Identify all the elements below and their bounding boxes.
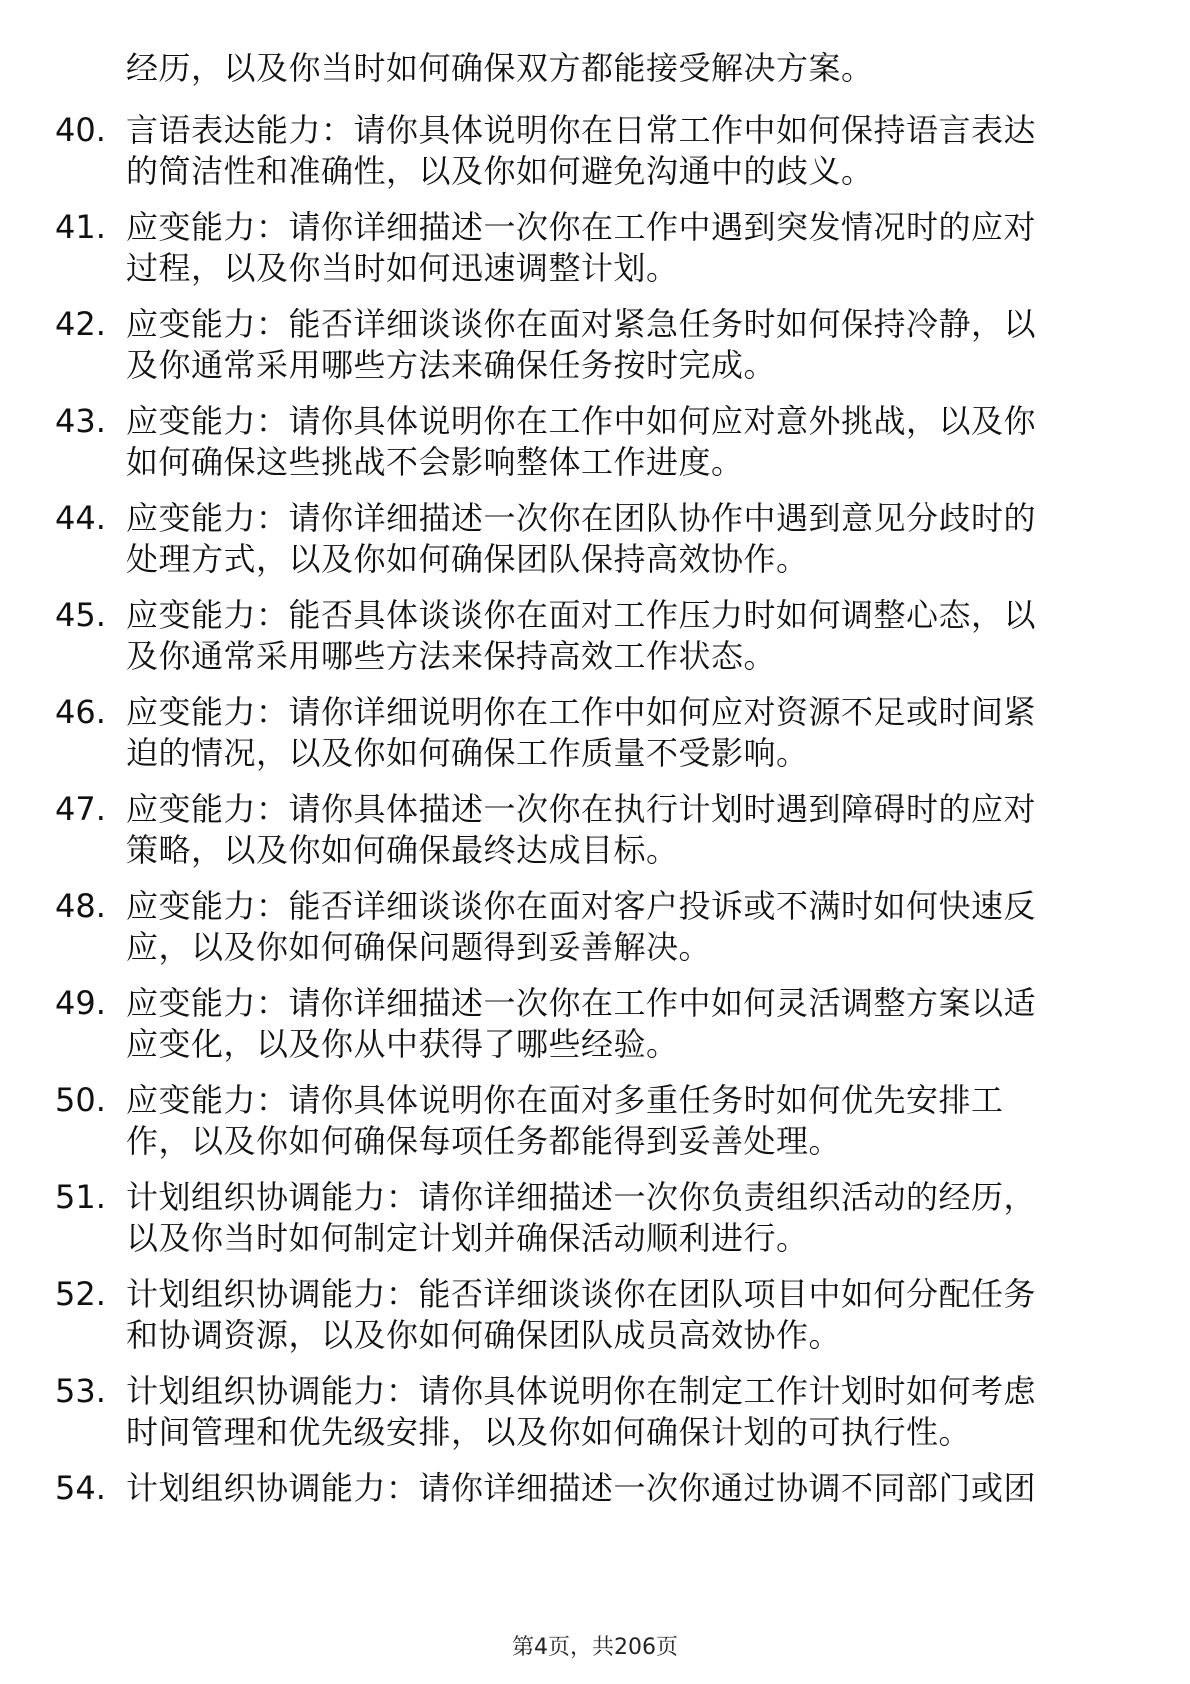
- item-number: 54.: [55, 1469, 106, 1507]
- item-number: 51.: [55, 1178, 106, 1216]
- list-item: [0, 207, 1190, 288]
- item-text-line: 过程，以及你当时如何迅速调整计划。: [126, 249, 679, 287]
- list-item: [0, 983, 1190, 1064]
- item-text-line: 应变能力：能否详细谈谈你在面对客户投诉或不满时如何快速反: [126, 887, 1037, 925]
- item-text-line: 应变能力：请你详细描述一次你在工作中遇到突发情况时的应对: [126, 208, 1037, 246]
- item-text-line: 策略，以及你如何确保最终达成目标。: [126, 831, 679, 869]
- continuation-line: 经历，以及你当时如何确保双方都能接受解决方案。: [126, 49, 874, 87]
- list-item: [0, 692, 1190, 773]
- item-text-line: 应变化，以及你从中获得了哪些经验。: [126, 1025, 679, 1063]
- item-number: 52.: [55, 1275, 106, 1313]
- item-text: [126, 692, 1136, 774]
- item-number: 40.: [55, 111, 106, 149]
- item-text-line: 计划组织协调能力：请你具体说明你在制定工作计划时如何考虑: [126, 1372, 1037, 1410]
- item-text-line: 计划组织协调能力：请你详细描述一次你通过协调不同部门或团: [126, 1469, 1037, 1507]
- list-item: [0, 595, 1190, 676]
- question-list: [0, 110, 1190, 1565]
- item-text: [126, 1468, 1136, 1509]
- page-footer: 第4页，共206页: [512, 1635, 678, 1660]
- list-item: [0, 1468, 1190, 1549]
- item-text: [126, 304, 1136, 386]
- list-item: [0, 789, 1190, 870]
- item-text: [126, 1177, 1136, 1259]
- list-item: [0, 304, 1190, 385]
- item-text-line: 迫的情况，以及你如何确保工作质量不受影响。: [126, 734, 809, 772]
- item-number: 42.: [55, 305, 106, 343]
- item-text: [126, 207, 1136, 289]
- list-item: [0, 886, 1190, 967]
- list-item: [0, 1274, 1190, 1355]
- list-item: [0, 1371, 1190, 1452]
- item-number: 43.: [55, 402, 106, 440]
- item-text-line: 应，以及你如何确保问题得到妥善解决。: [126, 928, 712, 966]
- item-text-line: 应变能力：能否详细谈谈你在面对紧急任务时如何保持冷静，以: [126, 305, 1037, 343]
- item-text-line: 应变能力：能否具体谈谈你在面对工作压力时如何调整心态，以: [126, 596, 1037, 634]
- item-text-line: 应变能力：请你详细描述一次你在工作中如何灵活调整方案以适: [126, 984, 1037, 1022]
- list-item: [0, 1080, 1190, 1161]
- item-text: [126, 886, 1136, 968]
- item-text: [126, 983, 1136, 1065]
- item-text-line: 和协调资源，以及你如何确保团队成员高效协作。: [126, 1316, 842, 1354]
- item-text: [126, 595, 1136, 677]
- item-text: [126, 1371, 1136, 1453]
- item-number: 41.: [55, 208, 106, 246]
- item-text-line: 及你通常采用哪些方法来保持高效工作状态。: [126, 637, 777, 675]
- item-text: [126, 401, 1136, 483]
- item-text: [126, 1080, 1136, 1162]
- item-text-line: 应变能力：请你详细说明你在工作中如何应对资源不足或时间紧: [126, 693, 1037, 731]
- item-text-line: 作，以及你如何确保每项任务都能得到妥善处理。: [126, 1122, 842, 1160]
- item-text: [126, 110, 1136, 192]
- item-text-line: 言语表达能力：请你具体说明你在日常工作中如何保持语言表达: [126, 111, 1037, 149]
- item-number: 49.: [55, 984, 106, 1022]
- item-number: 47.: [55, 790, 106, 828]
- item-text-line: 如何确保这些挑战不会影响整体工作进度。: [126, 443, 744, 481]
- item-text: [126, 498, 1136, 580]
- list-item: [0, 498, 1190, 579]
- item-text-line: 处理方式，以及你如何确保团队保持高效协作。: [126, 540, 809, 578]
- item-number: 50.: [55, 1081, 106, 1119]
- item-text-line: 计划组织协调能力：能否详细谈谈你在团队项目中如何分配任务: [126, 1275, 1037, 1313]
- item-text-line: 应变能力：请你详细描述一次你在团队协作中遇到意见分歧时的: [126, 499, 1037, 537]
- item-text-line: 应变能力：请你具体说明你在面对多重任务时如何优先安排工: [126, 1081, 1004, 1119]
- item-text-line: 计划组织协调能力：请你详细描述一次你负责组织活动的经历，: [126, 1178, 1037, 1216]
- item-text: [126, 789, 1136, 871]
- item-number: 44.: [55, 499, 106, 537]
- list-item: [0, 1177, 1190, 1258]
- item-text-line: 应变能力：请你具体描述一次你在执行计划时遇到障碍时的应对: [126, 790, 1037, 828]
- item-text-line: 及你通常采用哪些方法来确保任务按时完成。: [126, 346, 777, 384]
- item-number: 46.: [55, 693, 106, 731]
- item-text: [126, 1274, 1136, 1356]
- list-item: [0, 110, 1190, 191]
- item-text-line: 应变能力：请你具体说明你在工作中如何应对意外挑战，以及你: [126, 402, 1037, 440]
- item-number: 53.: [55, 1372, 106, 1410]
- list-item: [0, 401, 1190, 482]
- item-text-line: 的简洁性和准确性，以及你如何避免沟通中的歧义。: [126, 152, 874, 190]
- item-text-line: 以及你当时如何制定计划并确保活动顺利进行。: [126, 1219, 809, 1257]
- item-number: 48.: [55, 887, 106, 925]
- item-text-line: 时间管理和优先级安排，以及你如何确保计划的可执行性。: [126, 1413, 972, 1451]
- item-number: 45.: [55, 596, 106, 634]
